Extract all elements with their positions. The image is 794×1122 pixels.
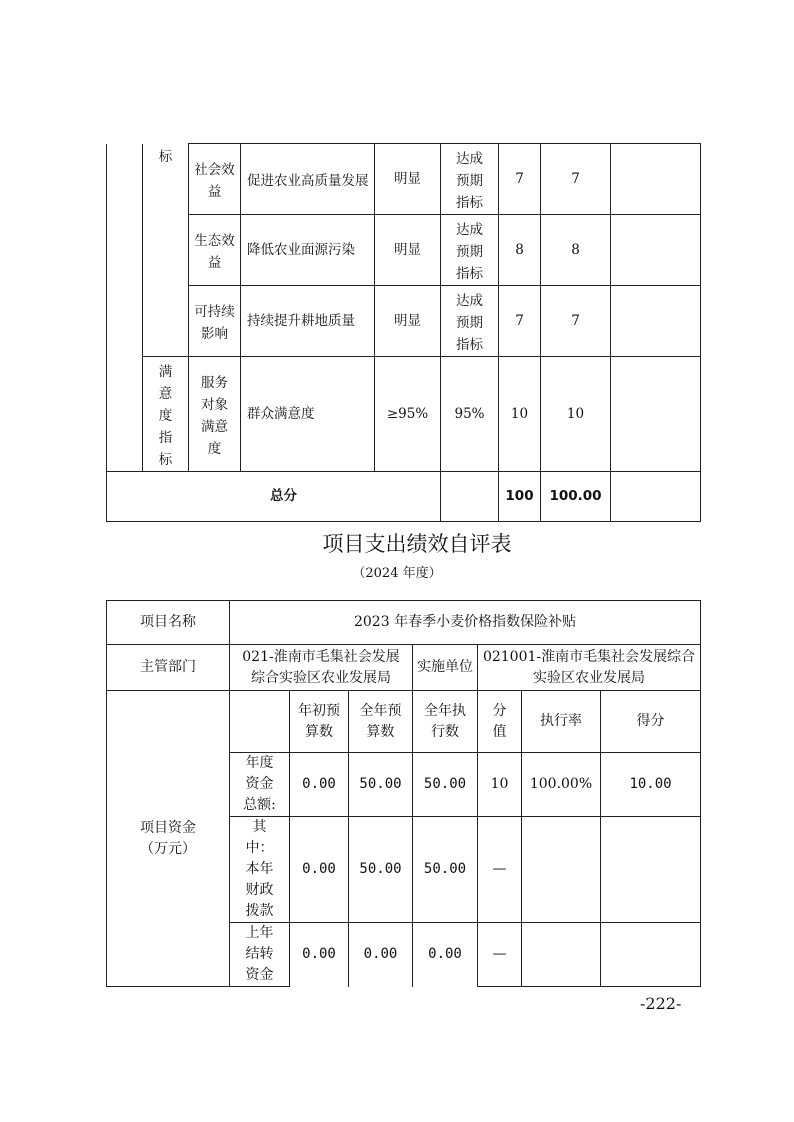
annual-executed: 50.00 [413, 817, 478, 923]
annual-budget: 50.00 [349, 753, 413, 817]
weight-cell: 7 [499, 144, 541, 215]
actual-cell: 95% [441, 357, 499, 472]
target-cell: 明显 [375, 215, 441, 286]
fund-row-label: 上年结转资金 [230, 923, 290, 987]
page-number: -222- [640, 994, 682, 1013]
weight: 10 [478, 753, 522, 817]
level2-cell: 生态效益 [189, 215, 241, 286]
indicator-cell: 持续提升耕地质量 [241, 286, 375, 357]
initial-budget: 0.00 [290, 923, 349, 987]
table-row [107, 144, 701, 215]
header-execution-rate: 执行率 [522, 691, 601, 753]
table-row [107, 286, 701, 357]
total-row [107, 472, 701, 522]
level2-cell: 可持续影响 [189, 286, 241, 357]
execution-rate [522, 923, 601, 987]
remark-cell [611, 215, 701, 286]
weight-cell: 8 [499, 215, 541, 286]
execution-rate: 100.00% [522, 753, 601, 817]
blank-cell [441, 472, 499, 522]
annual-executed: 0.00 [413, 923, 478, 987]
weight-cell: 10 [499, 357, 541, 472]
level2-cell: 社会效益 [189, 144, 241, 215]
score [601, 817, 701, 923]
annual-budget: 50.00 [349, 817, 413, 923]
score: 10.00 [601, 753, 701, 817]
table-row [107, 691, 701, 753]
fund-row-label: 年度资金总额: [230, 753, 290, 817]
dept-value: 021-淮南市毛集社会发展综合实验区农业发展局 [230, 645, 413, 691]
initial-budget: 0.00 [290, 753, 349, 817]
annual-budget: 0.00 [349, 923, 413, 987]
page-title: 项目支出绩效自评表 [322, 532, 512, 556]
header-weight: 分值 [478, 691, 522, 753]
execution-rate [522, 817, 601, 923]
project-name-label: 项目名称 [107, 601, 230, 645]
initial-budget: 0.00 [290, 817, 349, 923]
remark-cell [611, 144, 701, 215]
remark-cell [611, 286, 701, 357]
unit-value: 021001-淮南市毛集社会发展综合实验区农业发展局 [478, 645, 701, 691]
self-evaluation-table [106, 600, 701, 987]
target-cell: ≥95% [375, 357, 441, 472]
indicator-cell: 降低农业面源污染 [241, 215, 375, 286]
total-weight: 100 [499, 472, 541, 522]
weight-cell: 7 [499, 286, 541, 357]
score-cell: 10 [541, 357, 611, 472]
target-cell: 明显 [375, 286, 441, 357]
score-cell: 7 [541, 286, 611, 357]
table-row [107, 357, 701, 472]
table-row [107, 215, 701, 286]
table-row [107, 601, 701, 645]
actual-cell: 达成预期指标 [441, 286, 499, 357]
actual-cell: 达成预期指标 [441, 215, 499, 286]
weight: — [478, 817, 522, 923]
score [601, 923, 701, 987]
dept-label: 主管部门 [107, 645, 230, 691]
page-subtitle: （2024 年度） [352, 566, 442, 581]
level2-cell: 服务对象满意度 [189, 357, 241, 472]
header-score: 得分 [601, 691, 701, 753]
project-name-value: 2023 年春季小麦价格指数保险补贴 [230, 601, 701, 645]
blank-cell [230, 691, 290, 753]
performance-indicator-table [106, 143, 701, 522]
blank-cell [611, 472, 701, 522]
fund-label: 项目资金（万元） [107, 691, 230, 987]
total-label: 总分 [107, 472, 441, 522]
score-cell: 7 [541, 144, 611, 215]
weight: — [478, 923, 522, 987]
score-cell: 8 [541, 215, 611, 286]
indicator-cell: 群众满意度 [241, 357, 375, 472]
unit-label: 实施单位 [413, 645, 478, 691]
table-row [107, 645, 701, 691]
blank-cell [107, 144, 143, 472]
remark-cell [611, 357, 701, 472]
header-initial-budget: 年初预算数 [290, 691, 349, 753]
header-annual-executed: 全年执行数 [413, 691, 478, 753]
actual-cell: 达成预期指标 [441, 144, 499, 215]
level1-cell: 满意度指标 [143, 357, 189, 472]
level1-cell: 标 [143, 144, 189, 357]
fund-row-label: 其中：本年财政拨款 [230, 817, 290, 923]
header-annual-budget: 全年预算数 [349, 691, 413, 753]
indicator-cell: 促进农业高质量发展 [241, 144, 375, 215]
annual-executed: 50.00 [413, 753, 478, 817]
total-score: 100.00 [541, 472, 611, 522]
target-cell: 明显 [375, 144, 441, 215]
